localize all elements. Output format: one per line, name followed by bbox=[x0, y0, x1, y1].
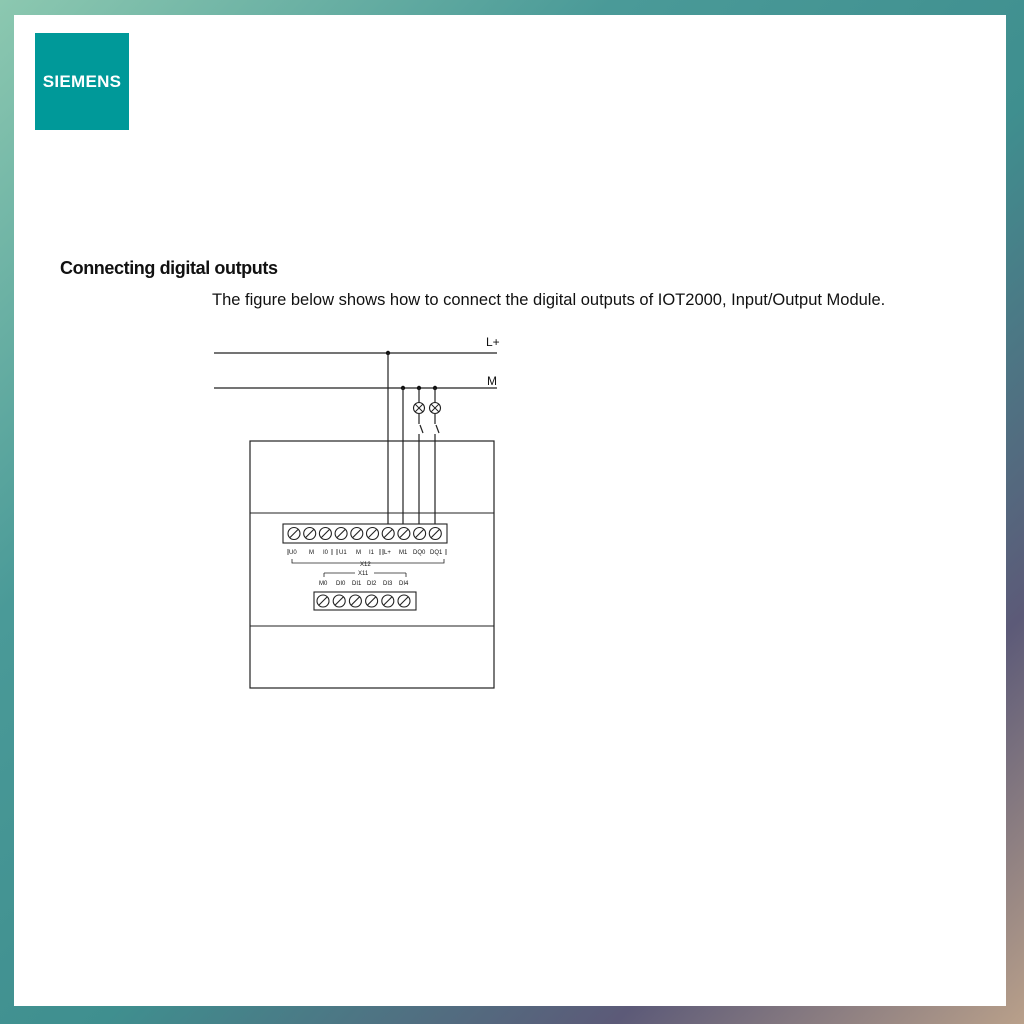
x11-label: X11 bbox=[358, 571, 369, 577]
x12-screw-icon bbox=[288, 528, 300, 540]
x12-screw-icon bbox=[351, 528, 363, 540]
x11-screw-icon bbox=[382, 595, 394, 607]
logo-text: SIEMENS bbox=[42, 71, 122, 91]
m-label: M bbox=[487, 374, 497, 388]
x12-label-m1: M1 bbox=[399, 550, 408, 556]
x11-label-di0: DI0 bbox=[336, 581, 346, 587]
x12-screw-icon bbox=[367, 528, 379, 540]
x12-label-dq1: DQ1 bbox=[430, 550, 443, 556]
x12-label-m: M bbox=[309, 550, 314, 556]
dq0-switch bbox=[420, 425, 423, 433]
x11-label-di3: DI3 bbox=[383, 581, 393, 587]
x12-label-i0: I0 bbox=[323, 550, 329, 556]
x11-screw-icon bbox=[333, 595, 345, 607]
x12-label-dq0: DQ0 bbox=[413, 550, 426, 556]
x12-label-u0: U0 bbox=[289, 550, 297, 556]
x12-label-i1: I1 bbox=[369, 550, 375, 556]
x12-label: X12 bbox=[360, 562, 371, 568]
x11-screw-icon bbox=[317, 595, 329, 607]
x12-screw-icon bbox=[414, 528, 426, 540]
x11-terminal-labels bbox=[319, 581, 409, 587]
lamp-icon-dq1 bbox=[430, 403, 441, 414]
x12-label-u1: U1 bbox=[339, 550, 347, 556]
x12-screw-icon bbox=[429, 528, 441, 540]
x11-screw-icon bbox=[349, 595, 361, 607]
dq1-switch bbox=[436, 425, 439, 433]
x12-screw-icon bbox=[335, 528, 347, 540]
x12-label-lplus: L+ bbox=[384, 550, 391, 556]
x11-screw-icon bbox=[366, 595, 378, 607]
x12-screw-icon bbox=[304, 528, 316, 540]
module-housing bbox=[250, 441, 494, 688]
x11-label-di4: DI4 bbox=[399, 581, 409, 587]
x11-label-m0: M0 bbox=[319, 581, 328, 587]
figure-caption: The figure below shows how to connect the digital outputs of IOT2000, Input/Output Module. bbox=[212, 291, 886, 309]
x11-label-di1: DI1 bbox=[352, 581, 362, 587]
x12-screw-icon bbox=[398, 528, 410, 540]
x12-screw-icon bbox=[319, 528, 331, 540]
section-heading: Connecting digital outputs bbox=[60, 258, 278, 278]
x12-terminal-labels bbox=[289, 550, 443, 556]
x12-screw-icon bbox=[382, 528, 394, 540]
x12-label-m2: M bbox=[356, 550, 361, 556]
lamp-icon-dq0 bbox=[414, 403, 425, 414]
l-plus-label: L+ bbox=[486, 335, 500, 349]
x11-label-di2: DI2 bbox=[367, 581, 377, 587]
x11-screw-icon bbox=[398, 595, 410, 607]
